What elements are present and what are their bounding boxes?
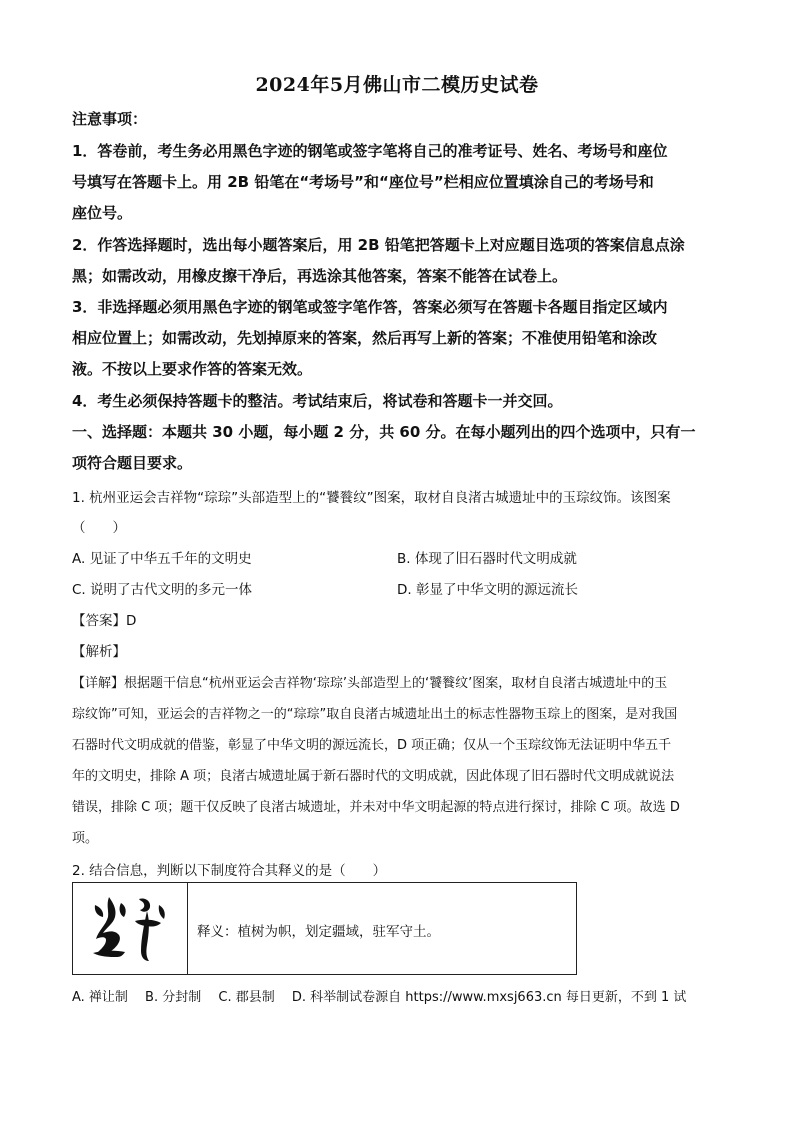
question-2-explanation: 释义：植树为帜，划定疆域，驻军守土。 [197, 924, 440, 940]
question-1-detail: 【详解】根据题干信息“杭州亚运会吉祥物‘琮琮’头部造型上的‘饕餮纹’图案，取材自良渚古城遗址中的玉 [72, 676, 668, 691]
question-1-detail: 琮纹饰”可知，亚运会的吉祥物之一的“琮琮”取自良渚古城遗址出土的标志性器物玉琮上的图案，是对我国 [72, 707, 678, 722]
notice-line: 3．非选择题必须用黑色字迹的钢笔或签字笔作答，答案必须写在答题卡各题目指定区域内 [72, 298, 668, 316]
table-divider [187, 883, 188, 974]
notice-heading: 注意事项： [72, 110, 148, 128]
notice-line: 液。不按以上要求作答的答案无效。 [72, 360, 313, 378]
notice-line: 号填写在答题卡上。用 2B 铅笔在“考场号”和“座位号”栏相应位置填涂自己的考场号和 [72, 173, 654, 191]
question-2-stem: 2. 结合信息，判断以下制度符合其释义的是（ ） [72, 863, 387, 879]
question-1-option-c: C. 说明了古代文明的多元一体 [72, 582, 253, 598]
page-title: 2024年5月佛山市二模历史试卷 [255, 74, 539, 96]
notice-line: 相应位置上；如需改动，先划掉原来的答案，然后再写上新的答案；不准使用铅笔和涂改 [72, 329, 658, 347]
question-1-detail: 项。 [72, 831, 99, 846]
question-1-answer: 【答案】D [72, 613, 137, 629]
notice-line: 黑；如需改动，用橡皮擦干净后，再选涂其他答案，答案不能答在试卷上。 [72, 267, 568, 285]
question-1-stem: （ ） [72, 520, 126, 536]
notice-line: 2．作答选择题时，选出每小题答案后，用 2B 铅笔把答题卡上对应题目选项的答案信息点涂 [72, 236, 685, 254]
question-2-info-table [72, 882, 577, 975]
question-1-detail: 石器时代文明成就的借鉴，彰显了中华文明的源远流长，D 项正确；仅从一个玉琮纹饰无法证明中华五千 [72, 738, 672, 753]
notice-line: 1．答卷前，考生务必用黑色字迹的钢笔或签字笔将自己的准考证号、姓名、考场号和座位 [72, 142, 668, 160]
notice-line: 4．考生必须保持答题卡的整洁。考试结束后，将试卷和答题卡一并交回。 [72, 392, 563, 410]
question-1-detail: 错误，排除 C 项；题干仅反映了良渚古城遗址，并未对中华文明起源的特点进行探讨，排除 C 项。故选 D [72, 800, 680, 815]
question-1-option-b: B. 体现了旧石器时代文明成就 [397, 551, 577, 567]
question-1-option-a: A. 见证了中华五千年的文明史 [72, 551, 252, 567]
question-2-options: A. 禅让制 B. 分封制 C. 郡县制 D. 科举制试卷源自 https://www.mxsj663.cn 每日更新，不到 1 试 [72, 990, 687, 1005]
question-1-analysis-label: 【解析】 [72, 644, 126, 660]
section-heading: 一、选择题：本题共 30 小题，每小题 2 分，共 60 分。在每小题列出的四个选项中，只有一 [72, 423, 696, 441]
notice-line: 座位号。 [72, 204, 133, 222]
question-1-option-d: D. 彰显了中华文明的源远流长 [397, 582, 578, 598]
question-1-stem: 1. 杭州亚运会吉祥物“琮琮”头部造型上的“饕餮纹”图案，取材自良渚古城遗址中的玉琮纹饰。该图案 [72, 490, 671, 506]
question-1-detail: 年的文明史，排除 A 项；良渚古城遗址属于新石器时代的文明成就，因此体现了旧石器时代文明成就说法 [72, 769, 675, 784]
section-heading: 项符合题目要求。 [72, 454, 193, 472]
ancient-character-image [87, 891, 173, 967]
